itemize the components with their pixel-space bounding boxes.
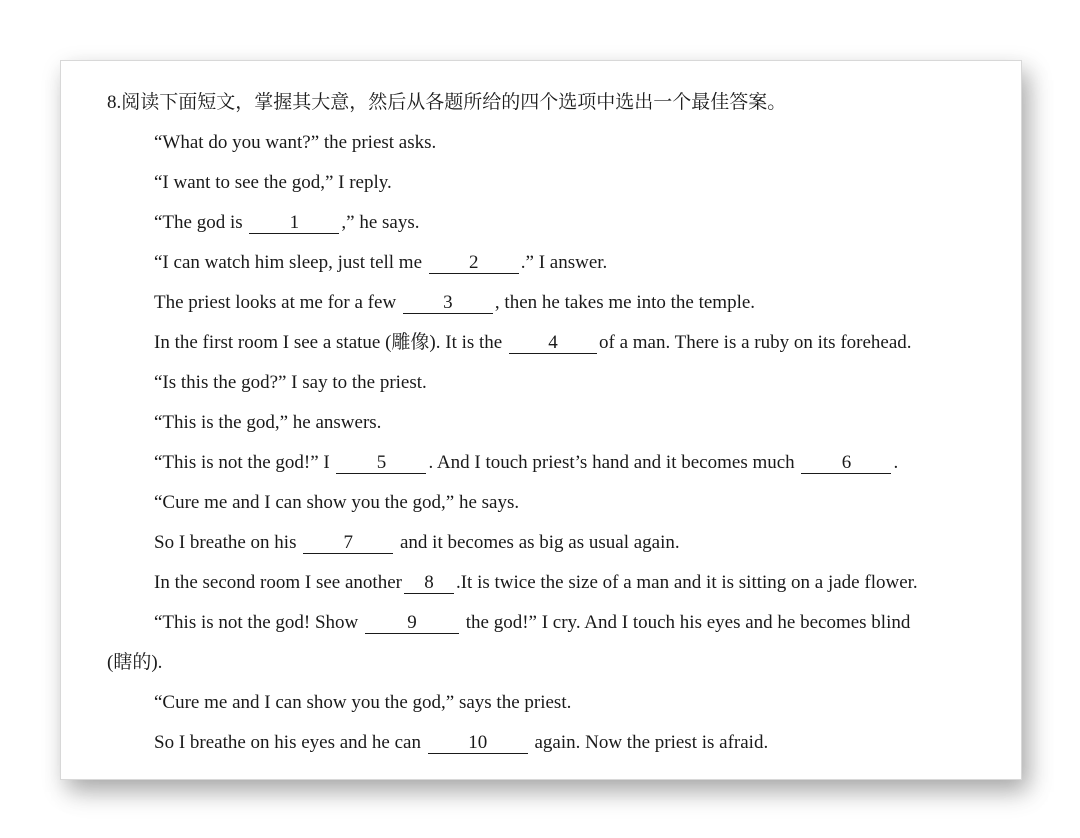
blank-9[interactable]: 9 (365, 613, 459, 634)
line-text: again. Now the priest is afraid. (529, 732, 769, 753)
passage-line-1: “What do you want?” the priest asks. (154, 132, 437, 153)
passage-line-14: (瞎的). (107, 652, 163, 673)
line-text: “This is not the god!” I (154, 452, 335, 473)
line-text: In the second room I see another (154, 572, 402, 593)
line-text: of a man. There is a ruby on its forehead. (599, 332, 912, 353)
passage-line-9 (154, 449, 1080, 477)
passage-line-5 (154, 289, 1080, 317)
line-text: the god!” I cry. And I touch his eyes and he becomes blind (461, 612, 911, 633)
blank-1[interactable]: 1 (249, 213, 339, 234)
line-text: “The god is (154, 212, 248, 233)
blank-7[interactable]: 7 (303, 533, 393, 554)
passage-line-13 (154, 609, 1080, 637)
line-text: . (893, 452, 899, 473)
line-text: . And I touch priest’s hand and it becomes much (428, 452, 800, 473)
passage-line-4 (154, 249, 1080, 277)
line-text: So I breathe on his eyes and he can (154, 732, 426, 753)
passage-line-6 (154, 329, 1080, 357)
blank-5[interactable]: 5 (336, 453, 426, 474)
line-text: .” I answer. (520, 252, 608, 273)
blank-3[interactable]: 3 (403, 293, 493, 314)
question-instruction: 8.阅读下面短文，掌握其大意，然后从各题所给的四个选项中选出一个最佳答案。 (107, 92, 787, 113)
line-text: So I breathe on his (154, 532, 302, 553)
passage-line-3 (154, 209, 1080, 237)
line-text: ,” he says. (341, 212, 420, 233)
blank-8[interactable]: 8 (404, 573, 454, 594)
passage-line-10: “Cure me and I can show you the god,” he says. (154, 492, 520, 513)
line-text: and it becomes as big as usual again. (395, 532, 680, 553)
blank-2[interactable]: 2 (429, 253, 519, 274)
passage-line-2: “I want to see the god,” I reply. (154, 172, 392, 193)
passage-line-12 (154, 569, 1080, 597)
line-text: “This is not the god! Show (154, 612, 363, 633)
line-text: In the first room I see a statue (雕像). It is the (154, 332, 507, 353)
passage-line-8: “This is the god,” he answers. (154, 412, 382, 433)
passage-line-7: “Is this the god?” I say to the priest. (154, 372, 427, 393)
blank-4[interactable]: 4 (509, 333, 597, 354)
passage-line-11 (154, 529, 1080, 557)
line-text: The priest looks at me for a few (154, 292, 401, 313)
blank-6[interactable]: 6 (801, 453, 891, 474)
blank-10[interactable]: 10 (428, 733, 528, 754)
passage-line-16 (154, 729, 1080, 757)
line-text: “I can watch him sleep, just tell me (154, 252, 427, 273)
document-page (60, 60, 1022, 780)
line-text: , then he takes me into the temple. (494, 292, 756, 313)
passage-line-15: “Cure me and I can show you the god,” says the priest. (154, 692, 572, 713)
line-text: .It is twice the size of a man and it is sitting on a jade flower. (455, 572, 918, 593)
